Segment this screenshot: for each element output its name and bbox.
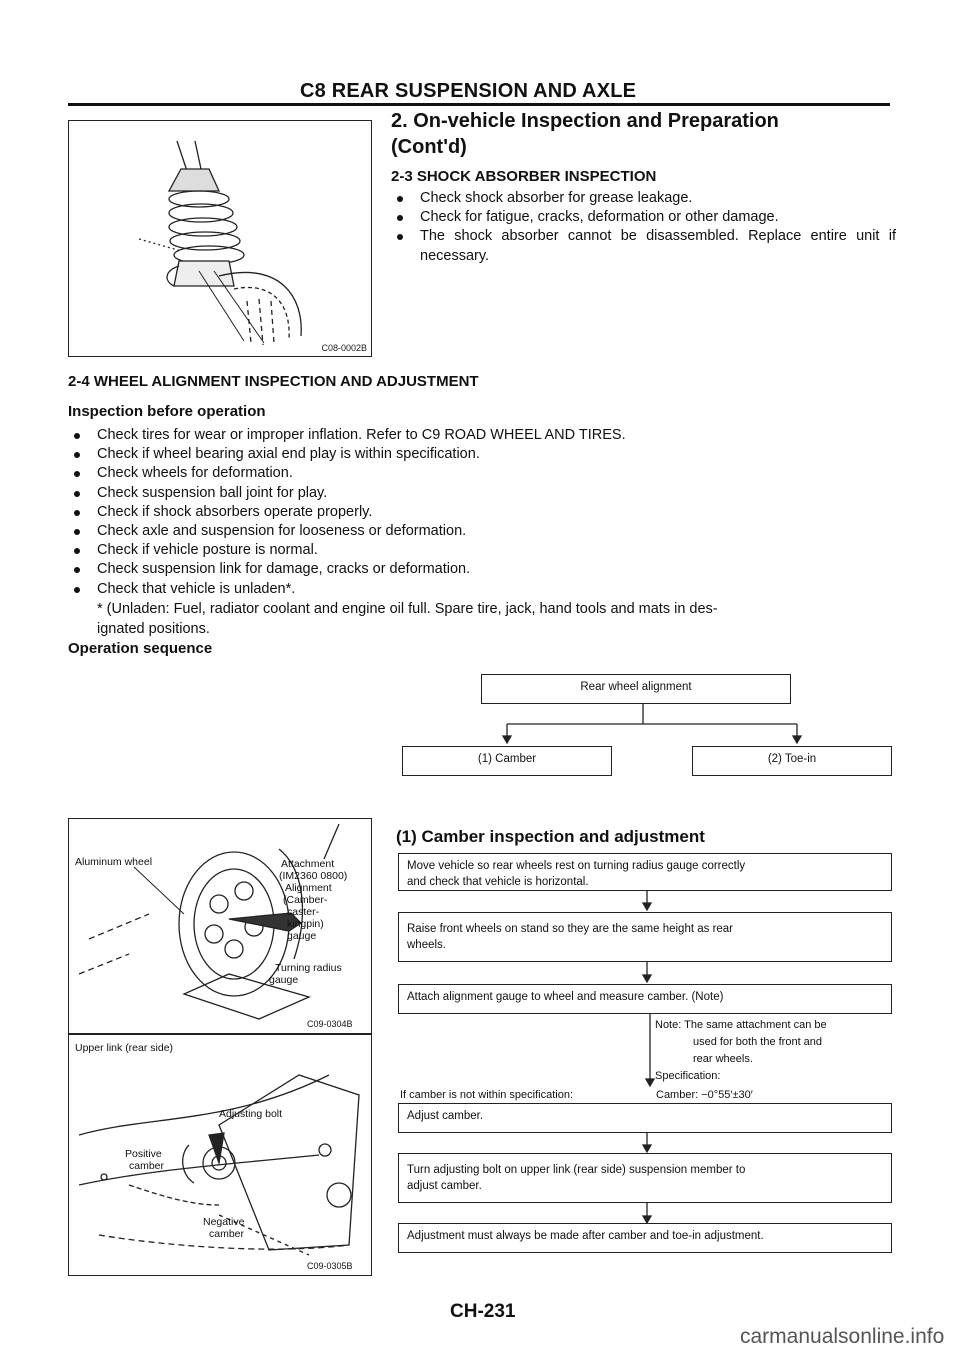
list-item: Check that vehicle is unladen*. xyxy=(68,580,898,599)
camber-heading: (1) Camber inspection and adjustment xyxy=(396,827,705,846)
section-title-line1: 2. On-vehicle Inspection and Preparation xyxy=(391,110,779,132)
step2-line1: Raise front wheels on stand so they are the same height as rear xyxy=(407,923,734,935)
note-line1: Note: The same attachment can be xyxy=(655,1019,827,1031)
label-negative-camber: camber xyxy=(209,1228,245,1240)
figure-code: C09-0305B xyxy=(307,1261,353,1271)
label-turning-gauge: gauge xyxy=(269,974,299,986)
footnote-line2: ignated positions. xyxy=(97,621,210,637)
sequence-heading: Operation sequence xyxy=(68,640,213,657)
camber-step1-box xyxy=(398,853,892,891)
camber-step6-box: Adjustment must always be made after camber and toe-in adjustment. xyxy=(398,1223,892,1253)
alignment-heading: 2-4 WHEEL ALIGNMENT INSPECTION AND ADJUSTMENT xyxy=(68,373,479,390)
list-item: Check for fatigue, cracks, deformation or other damage. xyxy=(391,208,896,227)
footnote-line1: * (Unladen: Fuel, radiator coolant and engine oil full. Spare tire, jack, hand tools and mats in des- xyxy=(97,601,718,617)
adjusting-bolt-figure xyxy=(68,1034,372,1276)
camber-step5-box xyxy=(398,1153,892,1203)
list-item: Check suspension ball joint for play. xyxy=(68,484,898,503)
flow-root-box: Rear wheel alignment xyxy=(481,674,791,704)
shock-absorber-figure xyxy=(68,120,372,357)
label-alignment: Alignment xyxy=(285,882,332,894)
note-line4: Specification: xyxy=(655,1070,721,1082)
step5-line2: adjust camber. xyxy=(407,1180,482,1192)
shock-absorber-illustration xyxy=(69,121,371,356)
note-line3: rear wheels. xyxy=(693,1053,753,1065)
list-item: Check suspension link for damage, cracks or deformation. xyxy=(68,560,898,579)
flow-toein-box: (2) Toe-in xyxy=(692,746,892,776)
list-item: Check if vehicle posture is normal. xyxy=(68,541,898,560)
camber-step4-box: Adjust camber. xyxy=(398,1103,892,1133)
list-item: Check if shock absorbers operate properly. xyxy=(68,503,898,522)
list-item: Check if wheel bearing axial end play is within specification. xyxy=(68,445,898,464)
label-gauge: gauge xyxy=(287,930,317,942)
note-line2: used for both the front and xyxy=(693,1036,823,1048)
label-negative: Negative xyxy=(203,1216,245,1228)
step1-line2: and check that vehicle is horizontal. xyxy=(407,876,589,888)
camber-step3-box: Attach alignment gauge to wheel and measure camber. (Note) xyxy=(398,984,892,1014)
label-adjusting-bolt: Adjusting bolt xyxy=(219,1108,283,1120)
page-header: C8 REAR SUSPENSION AND AXLE xyxy=(300,80,637,102)
step5-line1: Turn adjusting bolt on upper link (rear side) suspension member to xyxy=(407,1164,746,1176)
camber-condition: If camber is not within specification: xyxy=(400,1089,574,1101)
label-kingpin: kingpin) xyxy=(287,918,324,930)
section-title xyxy=(391,108,779,160)
step2-line2: wheels. xyxy=(407,939,446,951)
header-rule xyxy=(68,103,890,106)
shock-heading: 2-3 SHOCK ABSORBER INSPECTION xyxy=(391,168,657,185)
list-item: Check axle and suspension for looseness or deformation. xyxy=(68,522,898,541)
camber-spec: Camber: −0°55′±30′ xyxy=(656,1089,753,1101)
page-number: CH-231 xyxy=(450,1301,516,1322)
alignment-gauge-figure xyxy=(68,818,372,1034)
camber-note xyxy=(655,1017,895,1085)
label-part-no: (IM2360 0800) xyxy=(279,870,348,882)
watermark: carmanualsonline.info xyxy=(740,1325,945,1348)
section-title-line2: (Cont'd) xyxy=(391,136,467,158)
list-item: Check wheels for deformation. xyxy=(68,464,898,483)
list-item: Check shock absorber for grease leakage. xyxy=(391,189,896,208)
shock-list xyxy=(391,189,896,266)
label-caster: caster- xyxy=(287,906,320,918)
list-item: The shock absorber cannot be disassembled. Replace entire unit if necessary. xyxy=(391,227,896,265)
list-item: Check tires for wear or improper inflation. Refer to C9 ROAD WHEEL AND TIRES. xyxy=(68,426,898,445)
label-turning-radius: Turning radius xyxy=(275,962,342,974)
label-aluminum-wheel: Aluminum wheel xyxy=(75,856,153,868)
adjusting-bolt-illustration xyxy=(69,1035,371,1275)
label-positive: Positive xyxy=(125,1148,162,1160)
figure-code: C09-0304B xyxy=(307,1019,353,1029)
label-positive-camber: camber xyxy=(129,1160,165,1172)
label-attachment: Attachment xyxy=(281,858,335,870)
flow-camber-box: (1) Camber xyxy=(402,746,612,776)
label-camber: (Camber- xyxy=(283,894,328,906)
alignment-subheading: Inspection before operation xyxy=(68,403,266,420)
camber-step2-box xyxy=(398,912,892,962)
figure-code: C08-0002B xyxy=(321,343,367,353)
step1-line1: Move vehicle so rear wheels rest on turning radius gauge correctly xyxy=(407,860,746,872)
label-upper-link: Upper link (rear side) xyxy=(75,1042,174,1054)
alignment-gauge-illustration xyxy=(69,819,371,1033)
alignment-list xyxy=(68,426,898,599)
